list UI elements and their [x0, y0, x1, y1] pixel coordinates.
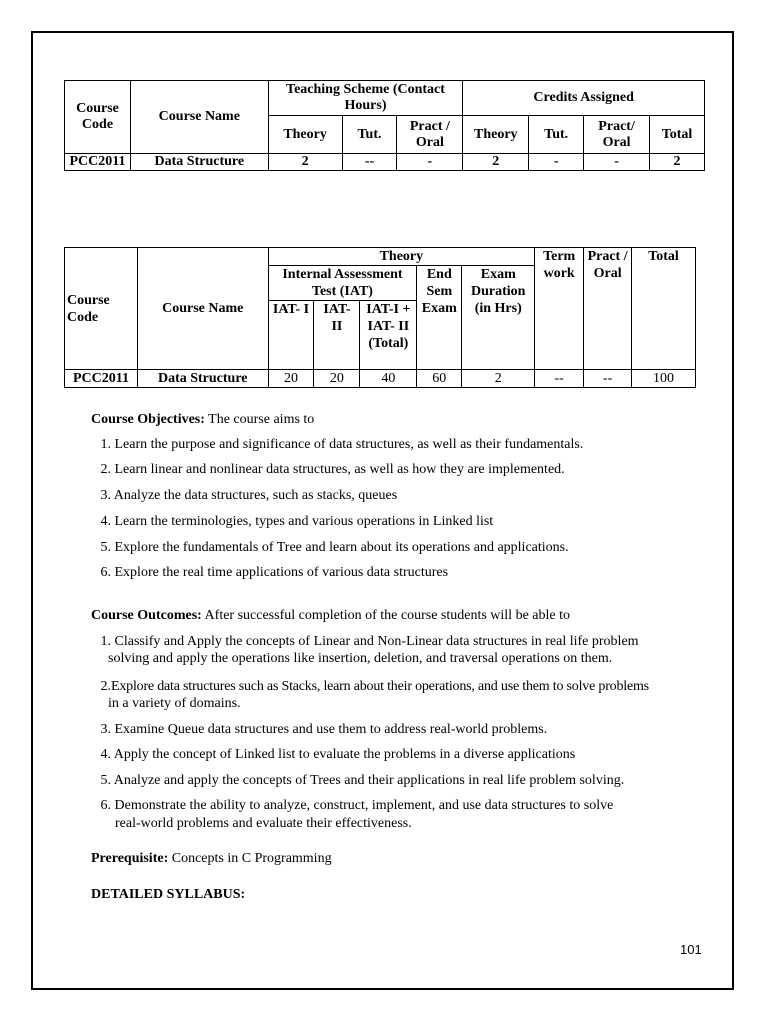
course-objectives-heading: Course Objectives: The course aims to [91, 412, 315, 427]
ca-theory-cell: 2 [463, 154, 529, 171]
iat2-cell: 20 [314, 370, 360, 388]
iat2-header: IAT- II [314, 301, 360, 370]
list-item: 6. Demonstrate the ability to analyze, construct, implement, and use data structures to solve [100, 798, 614, 813]
page-number: 101 [680, 942, 702, 957]
iat1-header: IAT- I [268, 301, 314, 370]
prerequisite: Prerequisite: Concepts in C Programming [91, 851, 332, 866]
iat-total-header: IAT-I + IAT- II (Total) [360, 301, 417, 370]
list-item: 5. Analyze and apply the concepts of Trees and their applications in real life problem solving. [100, 773, 625, 788]
pract-oral-cell: -- [584, 370, 632, 388]
page-border [31, 31, 734, 990]
ts-pract-cell: - [397, 154, 463, 171]
ts-theory-header: Theory [268, 116, 342, 154]
examination-scheme-table [64, 247, 696, 388]
list-item: 4. Learn the terminologies, types and various operations in Linked list [100, 514, 494, 529]
ts-theory-cell: 2 [268, 154, 342, 171]
exam-duration-cell: 2 [462, 370, 535, 388]
teaching-scheme-table [64, 80, 705, 171]
ca-total-cell: 2 [650, 154, 705, 171]
list-item: 3. Analyze the data structures, such as stacks, queues [100, 488, 398, 503]
outcome-1-continuation: solving and apply the operations like insertion, deletion, and traversal operations on them. [108, 651, 613, 666]
outcome-2-continuation: in a variety of domains. [108, 696, 241, 711]
course-code-cell-2: PCC2011 [65, 370, 138, 388]
theory-header: Theory [268, 248, 535, 266]
outcome-6-continuation: real-world problems and evaluate their effectiveness. [115, 816, 412, 831]
term-work-cell: -- [535, 370, 584, 388]
end-sem-cell: 60 [417, 370, 462, 388]
pract-oral-header: Pract / Oral [584, 248, 632, 370]
end-sem-header: End Sem Exam [417, 266, 462, 370]
credits-assigned-header: Credits Assigned [463, 81, 705, 116]
list-item: 2. Learn linear and nonlinear data structures, as well as how they are implemented. [100, 462, 565, 477]
course-name-header: Course Name [130, 81, 268, 154]
course-name-header-2: Course Name [137, 248, 268, 370]
list-item: 1. Classify and Apply the concepts of Linear and Non-Linear data structures in real life problem [100, 634, 639, 649]
ca-pract-header: Pract/ Oral [584, 116, 650, 154]
ts-tut-cell: -- [342, 154, 397, 171]
course-name-cell-2: Data Structure [137, 370, 268, 388]
list-item: 4. Apply the concept of Linked list to evaluate the problems in a diverse applications [100, 747, 576, 762]
list-item: 1. Learn the purpose and significance of data structures, as well as their fundamentals. [100, 437, 584, 452]
ts-pract-header: Pract / Oral [397, 116, 463, 154]
ca-total-header: Total [650, 116, 705, 154]
ca-tut-header: Tut. [529, 116, 584, 154]
course-name-cell: Data Structure [130, 154, 268, 171]
ca-tut-cell: - [529, 154, 584, 171]
list-item: 5. Explore the fundamentals of Tree and learn about its operations and applications. [100, 540, 569, 555]
list-item: 6. Explore the real time applications of various data structures [100, 565, 449, 580]
ca-pract-cell: - [584, 154, 650, 171]
ts-tut-header: Tut. [342, 116, 397, 154]
iat1-cell: 20 [268, 370, 314, 388]
term-work-header: Term work [535, 248, 584, 370]
detailed-syllabus-heading: DETAILED SYLLABUS: [91, 887, 246, 902]
exam-duration-header: Exam Duration (in Hrs) [462, 266, 535, 370]
course-code-header: Course Code [65, 81, 131, 154]
internal-assessment-header: Internal Assessment Test (IAT) [268, 266, 417, 301]
course-code-header-2: Course Code [65, 248, 138, 370]
ca-theory-header: Theory [463, 116, 529, 154]
list-item: 2.Explore data structures such as Stacks, learn about their operations, and use them to solve problems [100, 679, 649, 694]
iat-total-cell: 40 [360, 370, 417, 388]
total-cell: 100 [632, 370, 696, 388]
total-header: Total [632, 248, 696, 370]
list-item: 3. Examine Queue data structures and use them to address real-world problems. [100, 722, 548, 737]
course-outcomes-heading: Course Outcomes: After successful completion of the course students will be able to [91, 608, 570, 623]
teaching-scheme-header: Teaching Scheme (Contact Hours) [268, 81, 463, 116]
course-code-cell: PCC2011 [65, 154, 131, 171]
